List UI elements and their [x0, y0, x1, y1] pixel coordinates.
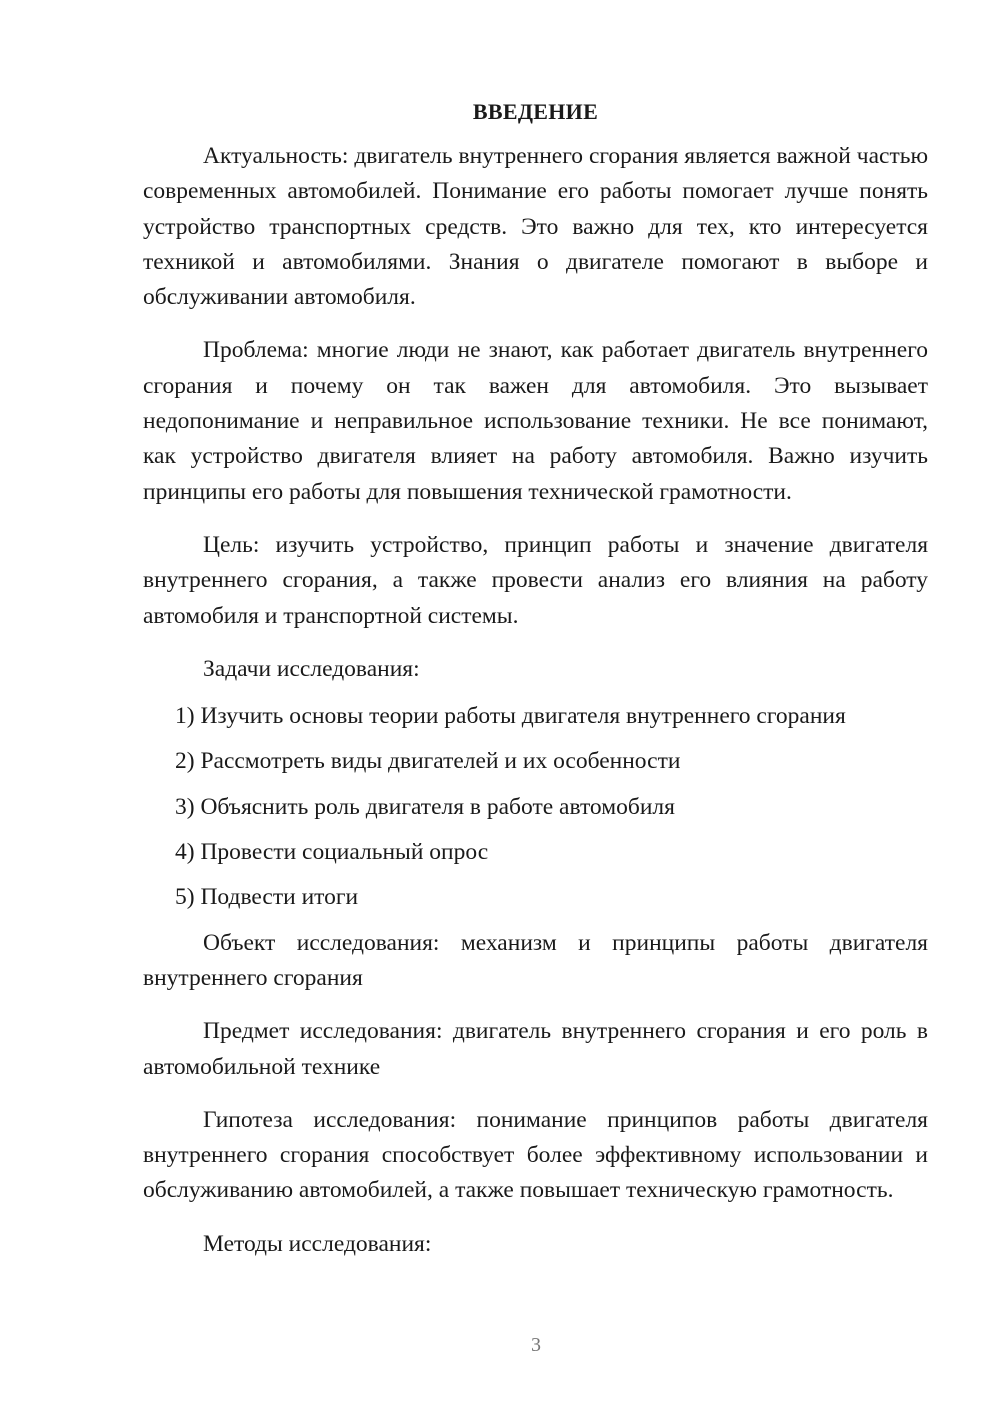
task-item-4: 4) Провести социальный опрос: [175, 839, 489, 866]
hypothesis-paragraph: Гипотеза исследования: понимание принципов работы двигателя внутреннего сгорания способствует более эффективному использовании и обслуживанию автомобилей, а также повышает техническую грамотность.: [143, 1106, 928, 1204]
task-item-1: 1) Изучить основы теории работы двигателя внутреннего сгорания: [175, 703, 846, 730]
section-title: ВВЕДЕНИЕ: [472, 99, 599, 124]
page-number: 3: [531, 1334, 541, 1356]
tasks-heading: Задачи исследования:: [203, 655, 420, 682]
task-item-2: 2) Рассмотреть виды двигателей и их особенности: [175, 748, 681, 775]
methods-heading: Методы исследования:: [203, 1230, 432, 1257]
relevance-paragraph: Актуальность: двигатель внутреннего сгорания является важной частью современных автомобилей. Понимание его работы помогает лучше понять устройство транспортных средств. Это важно для тех, кто интересуется техникой и автомобилями. Знания о двигателе помогают в выборе и обслуживании автомобиля.: [143, 143, 928, 311]
tasks-list: [143, 699, 928, 915]
problem-paragraph: Проблема: многие люди не знают, как работает двигатель внутреннего сгорания и почему он так важен для автомобиля. Это вызывает недопонимание и неправильное использование техники. Не все понимают, как устройство двигателя влияет на работу автомобиля. Важно изучить принципы его работы для повышения технической грамотности.: [143, 337, 928, 505]
task-item-3: 3) Объяснить роль двигателя в работе автомобиля: [175, 793, 675, 820]
subject-paragraph: Предмет исследования: двигатель внутреннего сгорания и его роль в автомобильной технике: [143, 1018, 928, 1080]
goal-paragraph: Цель: изучить устройство, принцип работы и значение двигателя внутреннего сгорания, а также провести анализ его влияния на работу автомобиля и транспортной системы.: [143, 531, 928, 629]
page-content: [143, 94, 928, 1262]
object-paragraph: Объект исследования: механизм и принципы работы двигателя внутреннего сгорания: [143, 929, 928, 991]
task-item-5: 5) Подвести итоги: [175, 884, 359, 911]
